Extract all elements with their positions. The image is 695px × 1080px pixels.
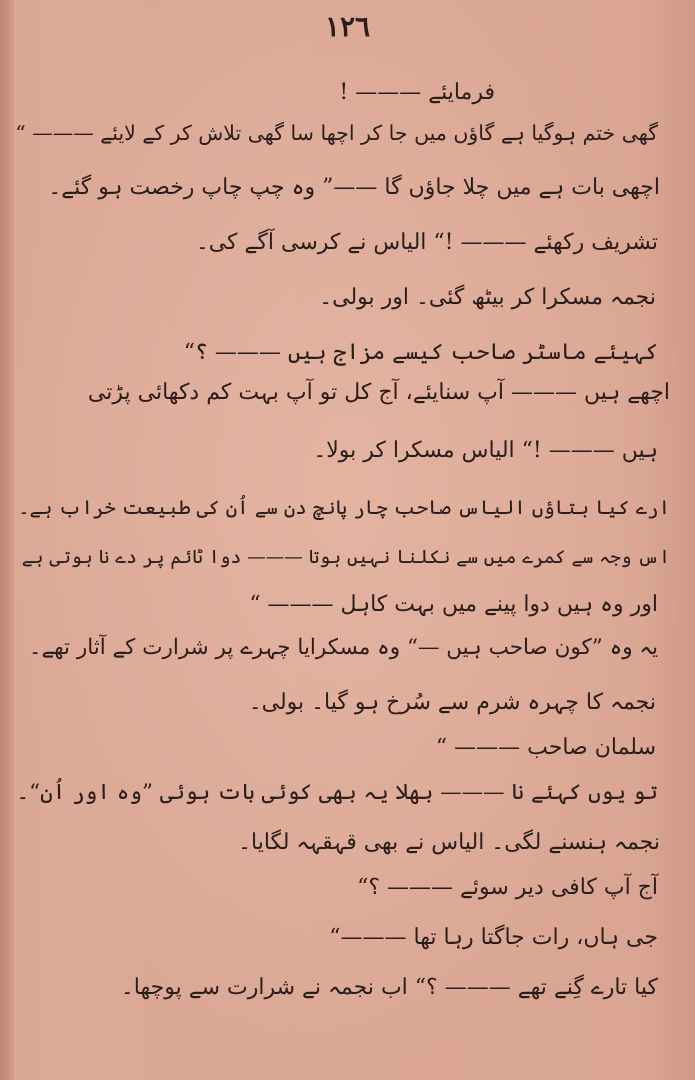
text-line: اور وہ ہیں دوا پینے میں بہت کاہل ——— “ — [249, 592, 658, 617]
text-line: جی ہاں، رات جاگتا رہا تھا ———“ — [329, 925, 658, 950]
text-line: کیا تارے گِنے تھے ——— ؟“ اب نجمہ نے شرارت سے پوچھا۔ — [120, 975, 658, 1000]
text-line: اچھے ہیں ——— آپ سنایئے، آج کل تو آپ بہت کم دکھائی پڑتی — [87, 380, 670, 405]
page-number: ١٢٦ — [324, 10, 371, 43]
text-line: اس وجہ سے کمرے میں سے نکلنا نہیں ہوتا ——— دوا ٹائم پر دے نا ہوتی ہے — [21, 547, 670, 568]
text-line: نجمہ ہنسنے لگی۔ الیاس نے بھی قہقہہ لگایا۔ — [238, 830, 660, 855]
text-line: تشریف رکھئے ——— !“ الیاس نے کرسی آگے کی۔ — [195, 230, 658, 255]
text-line: نجمہ مسکرا کر بیٹھ گئی۔ اور بولی۔ — [319, 285, 656, 310]
text-line: نجمہ کا چہرہ شرم سے سُرخ ہو گیا۔ بولی۔ — [248, 690, 656, 715]
page-spine-shadow — [0, 0, 14, 1080]
text-line: ہیں ——— !“ الیاس مسکرا کر بولا۔ — [313, 438, 658, 463]
text-line: فرمایئے ——— ! — [339, 80, 495, 105]
text-line: ارے کیا بتاؤں الیاس صاحب چار پانچ دن سے اُن کی طبیعت خراب ہے۔ — [18, 496, 670, 519]
text-line: آج آپ کافی دیر سوئے ——— ؟“ — [357, 875, 658, 900]
text-line: تو یوں کہئے نا ——— بھلا یہ بھی کوئی بات ہوئی ”وہ اور اُن“۔ — [16, 780, 658, 805]
text-line: گھی ختم ہوگیا ہے گاؤں میں جا کر اچھا سا گھی تلاش کر کے لایئے ——— “ — [15, 121, 658, 145]
text-line: سلمان صاحب ——— “ — [435, 735, 656, 760]
text-line: کہیئے ماسٹر صاحب کیسے مزاج ہیں ——— ؟“ — [183, 340, 658, 365]
text-line: اچھی بات ہے میں چلا جاؤں گا ——” وہ چپ چاپ رخصت ہو گئے۔ — [48, 175, 660, 200]
text-line: یہ وہ ”کون صاحب ہیں —“ وہ مسکرایا چہرے پر شرارت کے آثار تھے۔ — [28, 635, 658, 660]
